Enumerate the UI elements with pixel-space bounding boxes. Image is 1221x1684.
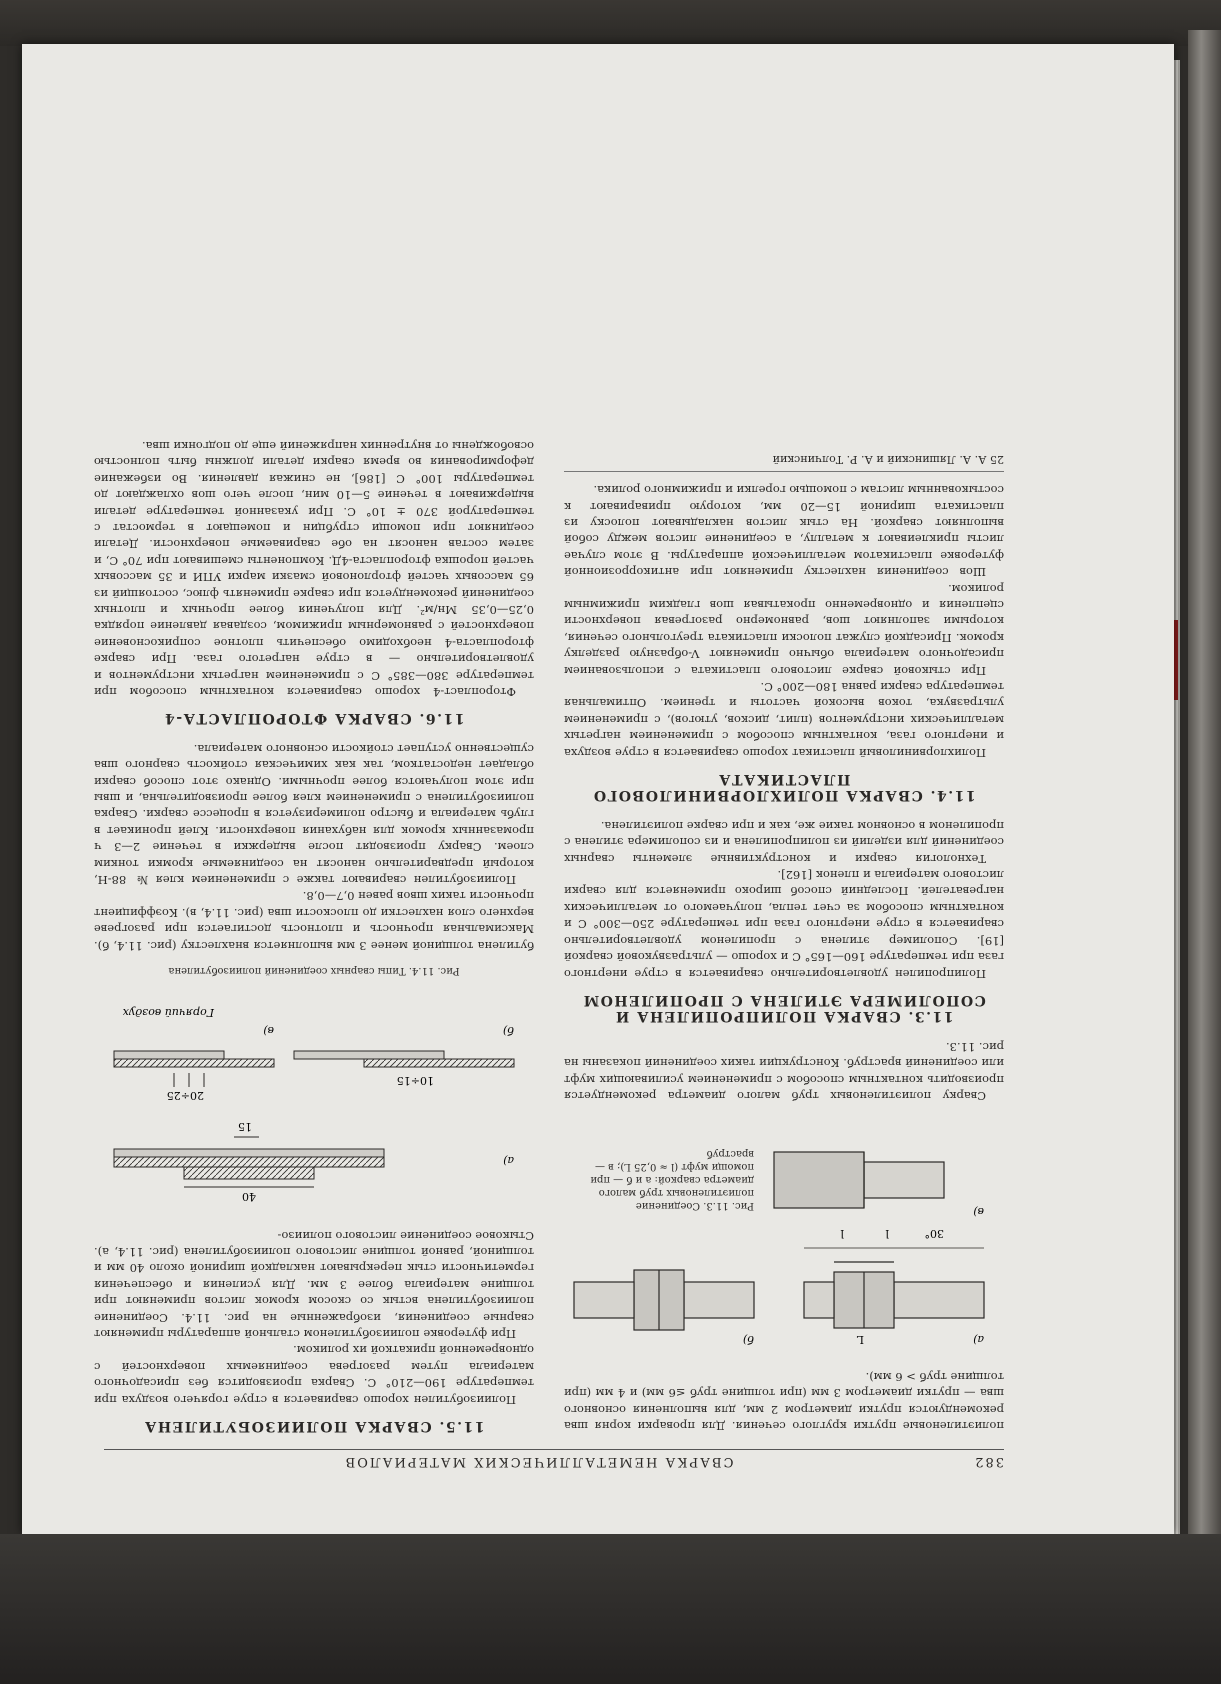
para-after-fig-11-4: бутилена толщиной менее 3 мм выполняется внахлестку (рис. 11.4, б). Максимальная прочность и плотность достигается при разогреве верхнего слоя нахлестки до плоскости шва (рис. 11.4, в). Коэффициент прочности таких швов равен 0,7—0,8. [94,889,534,953]
figure-11-3-caption: Рис. 11.3. Соединение полиэтиленовых труб малого диаметра сваркой: а и б — при помощи муфт (l ≈ 0,25 L); в — враструб [590,1148,754,1212]
figure-11-4-caption: Рис. 11.4. Типы сварных соединений полиизобутилена [168,964,460,976]
fig-11-3-label-b: б) [742,1333,754,1347]
fig-11-3-label-c: в) [973,1205,984,1219]
fig-11-4-label-c: в) [263,1024,274,1038]
fig-11-4-dim-15: 15 [238,1120,252,1134]
fig-11-4-label-b: б) [502,1024,514,1038]
fig-11-3-dim-l1: l [885,1227,889,1241]
figure-11-4 [94,964,534,1217]
fig-11-3-dim-L: L [856,1333,864,1347]
heading-11-3: 11.3. СВАРКА ПОЛИПРОПИЛЕНА И СОПОЛИМЕРА ЭТИЛЕНА С ПРОПИЛЕНОМ [582,991,986,1025]
intro-text: полиэтиленовые прутки круглого сечения. Для проварки корня шва рекомендуются прутки диаметром 2 мм, для выполнения основного шва — прутки диаметром 3 мм (при толщине труб ≤6 мм) и 4 мм (при толщине труб > 6 мм). [564,1369,1004,1433]
fig-11-4-dim-10-15: 10÷15 [396,1074,434,1088]
sec-11-4-p1: Полихлорвиниловый пластикат хорошо сваривается в струе воздуха и инертного газа, контактным способом с применением нагретых металлических инструментов (плит, дисков, утюгов), с применением ультразвука, токов высокой частоты и трением. Оптимальная температура сварки равна 180—200° С. [564,680,1004,760]
running-head [104,1449,1004,1474]
book-page [22,44,1174,1534]
page-content-rotated [22,44,1174,1534]
sec-11-5-p1: Полиизобутилен хорошо сваривается в струе горячего воздуха при температуре 190—210° С. Сварка производится без присадочного материала путем разогрева соединяемых поверхностей с одновременной прикаткой их роликом. [94,1343,534,1407]
fig-11-4-dim-20-25: 20÷25 [166,1089,204,1103]
figure-11-3-drawing [564,1118,1004,1358]
sec-11-6-p1: Фторопласт-4 хорошо сваривается контактным способом при температуре 380—385° С с применением нагретых инструментов и удовлетворительно — в струе нагретого газа. При сварке фторопласта-4 необходимо обеспечить плотное соприкосновение поверхностей с равномерным прижимом, создавая давление порядка 0,25—0,35 Мн/м². Для получения более прочных и плотных соединений рекомендуется при сварке применять флюс, состоящий из 65 массовых частей фторлоновой смазки марки УПИ и 35 массовых частей порошка фторопласта-4Д. Компоненты смешивают при 70° С, и затем состав наносят на обе свариваемые поверхности. Детали соединяют при помощи струбцин и помещают в термостат с температурой 370 ± 10° С. При указанной температуре детали выдерживают в течение 5—10 мин, после чего шов охлаждают до температуры 100° С [186], не снижая давления. Во избежание деформирования во время сварки детали должны быть полностью освобождены от внутренних напряжений еще до подгонки шва. [94,438,534,700]
figure-11-4-drawing [94,987,534,1217]
sec-11-4-p3: Шов соединения нахлестку применяют при антикоррозионной футеровке пластикатом металлической аппаратуры. В этом случае листы приклеивают к металлу, а соединение листов между собой выполняют сваркой. На стык листов накладывают полоску из пластиката шириной 15—20 мм, которую приваривают к состыкованным листам с помощью горелки и прижимного ролика. [564,483,1004,580]
para-after-fig-11-3: Сварку полиэтиленовых труб малого диаметра рекомендуется производить контактным способом с применением усиливающих муфт или соединений враструб. Конструкции таких соединений показаны на рис. 11.3. [564,1039,1004,1103]
running-head-title: СВАРКА НЕМЕТАЛЛИЧЕСКИХ МАТЕРИАЛОВ [343,1454,734,1470]
sec-11-3-p1: Полипропилен удовлетворительно сваривается в струе инертного газа при температуре 160—165° С и хорошо — ультразвуковой сваркой [19]. Сополимер этилена с пропиленом удовлетворительно сваривается в струе инертного газа при температуре 250—300° С и контактным способом за счет тепла, получаемого от металлических нагревателей. Последний способ широко применяется для сварки листового материала и пленок [162]. [564,868,1004,981]
right-column [94,438,534,1434]
page-number: 382 [973,1454,1004,1470]
fig-11-4-dim-40: 40 [242,1190,256,1204]
heading-11-6: 11.6. СВАРКА ФТОРОПЛАСТА-4 [163,710,465,727]
fig-11-3-dim-l2: l [840,1227,844,1241]
sec-11-3-p2: Технология сварки и конструктивные элементы сварных соединений для изделий из полипропилена и из сополимера этилена с пропиленом в основном такие же, как и при сварке полиэтилена. [564,818,1004,866]
heading-11-5: 11.5. СВАРКА ПОЛИИЗОБУТИЛЕНА [143,1418,485,1434]
scan-bottom-edge [0,1534,1221,1684]
fig-11-4-label-a: а) [503,1154,514,1168]
fig-11-4-hot-air-label: Горячий воздух [122,1006,214,1020]
left-column [564,450,1004,1434]
heading-11-4: 11.4. СВАРКА ПОЛИХЛОРВИНИЛОВОГО ПЛАСТИКАТА [592,771,976,804]
page-footer: 25 А. А. Ляшинский и А. Р. Толчинский [564,450,1004,471]
fig-11-3-label-a: а) [973,1333,984,1347]
fig-11-3-dim-angle: 30° [924,1227,944,1241]
sec-11-5-p2: При футеровке полиизобутиленом стальной аппаратуры применяют сварные соединения, изображенные на рис. 11.4. Соединение полиизобутилена встык со скосом кромок листов применяют при толщине материала более 3 мм. Для усиления и обеспечения герметичности стык перекрывают накладкой шириной около 40 мм и толщиной, равной толщине листового полиизобутилена (рис. 11.4, а). Стыковое соединение листового полиизо- [94,1228,534,1341]
scan-top-edge [0,0,1221,46]
para-glue-welding: Полиизобутилен сваривают также с применением клея № 88-Н, который предварительно наносят на соединяемые кромки тонким слоем. Сварку производят после выдержки в течение 2—3 ч промазанных кромок для набухания поверхности. Клей проникает в глубь материала и быстро полимеризуется в процессе сварки. Сварка полиизобутилена с применением клея более производительна, и швы при этом получаются более прочными. Однако этот способ сварки обладает недостатком, так как химическая стойкость сварного шва существенно уступает стойкости основного материала. [94,741,534,888]
scan-right-edge [1188,30,1221,1630]
sec-11-4-p2: При стыковой сварке листового пластиката с использованием присадочного материала обычно применяют V-образную разделку кромок. Присадкой служат полоски пластиката треугольного сечения, которыми заполняют шов, равномерно разогревая поверхности сцепления и одновременно прокатывая шов гладким прижимным роликом. [564,581,1004,678]
figure-11-3 [564,1114,1004,1358]
